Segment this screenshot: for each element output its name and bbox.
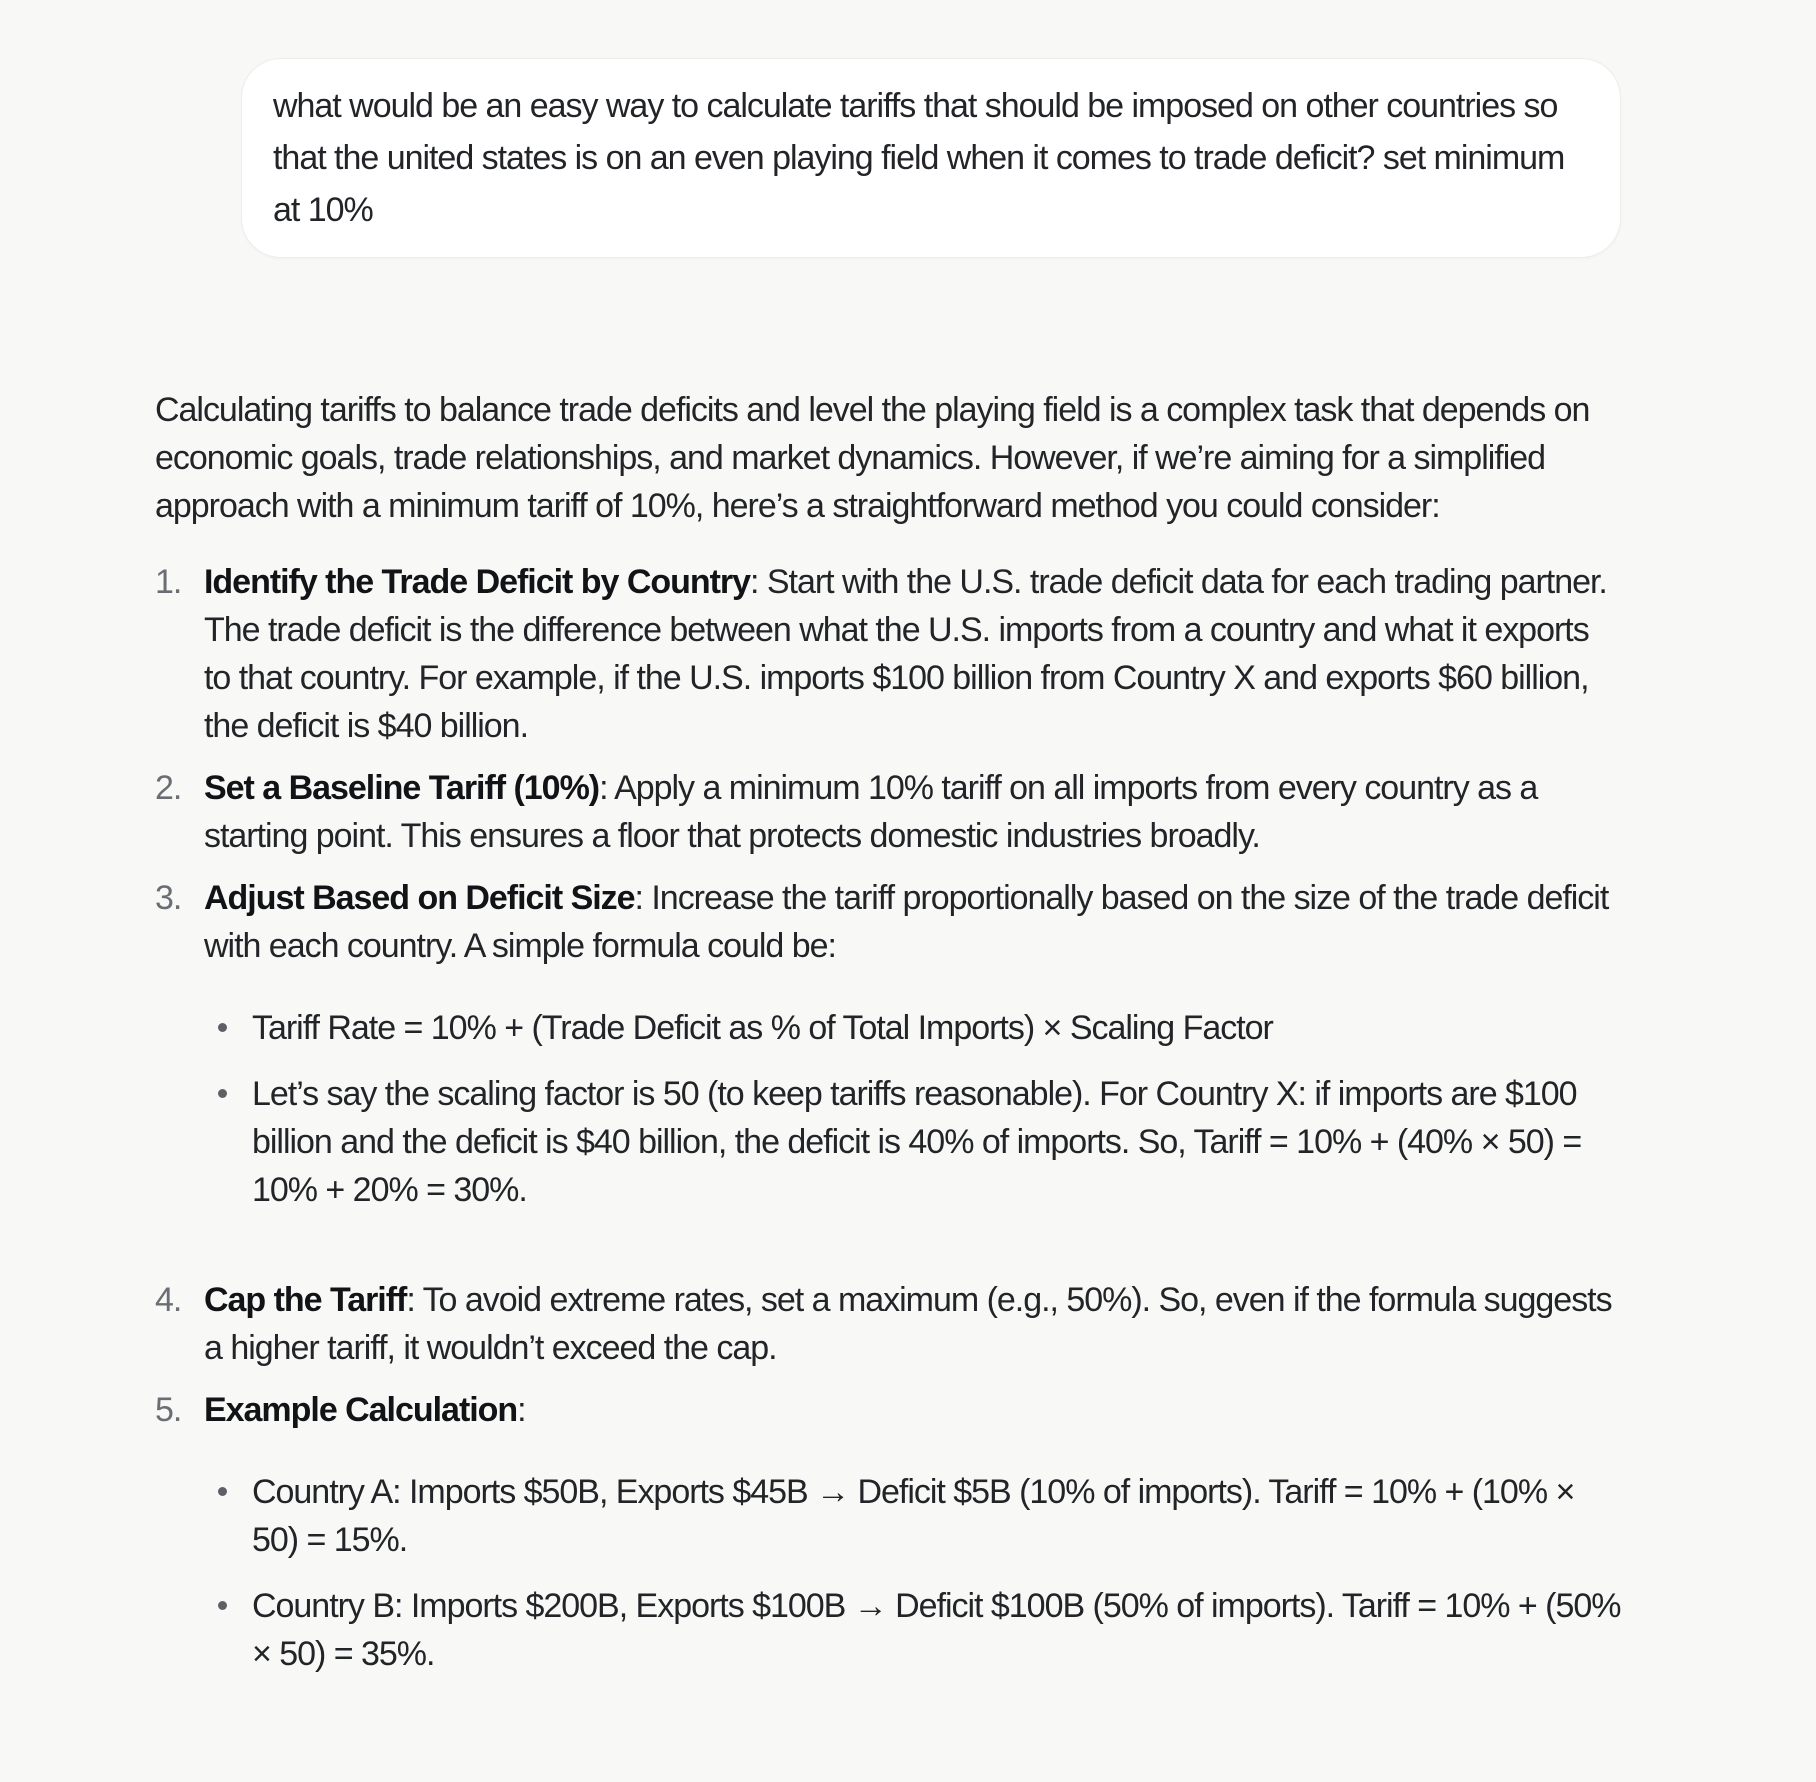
bullet-text: Let’s say the scaling factor is 50 (to keep tariffs reasonable). For Country X: if imports are $100 billion and the deficit is $40 billion, the deficit is 40% of imports. So, Tariff = 10% + (40% × 50) = 10% + 20% = 30%.: [252, 1075, 1582, 1209]
step-number: 3.: [155, 879, 182, 917]
step-title: Set a Baseline Tariff (10%): [204, 769, 600, 807]
user-message-text: what would be an easy way to calculate tariffs that should be imposed on other countries so that the united states is on an even playing field when it comes to trade deficit? set minimum at 10%: [273, 87, 1565, 229]
step-description: : Start with the U.S. trade deficit data for each trading partner. The trade deficit is the difference between what the U.S. imports from a country and what it exports to that country. For example, if the U.S. imports $100 billion from Country X and exports $60 billion, the deficit is $40 billion.: [204, 563, 1607, 745]
step-item-5: [155, 1386, 1621, 1726]
sub-bullet-list: [204, 1004, 1621, 1214]
step-item-1: [155, 558, 1621, 750]
bullet-icon: [216, 1582, 252, 1678]
step-text: [204, 1276, 1621, 1372]
assistant-intro-paragraph: Calculating tariffs to balance trade deficits and level the playing field is a complex task that depends on economic goals, trade relationships, and market dynamics. However, if we’re aiming for a simplified approach with a minimum tariff of 10%, here’s a straightforward method you could consider:: [155, 391, 1590, 525]
step-number: 4.: [155, 1281, 182, 1319]
list-item: [204, 1582, 1621, 1678]
step-description: : Apply a minimum 10% tariff on all imports from every country as a starting point. This ensures a floor that protects domestic industries broadly.: [204, 769, 1538, 855]
user-message-bubble[interactable]: [241, 58, 1621, 258]
steps-list: [155, 558, 1621, 1726]
step-number: 5.: [155, 1391, 182, 1429]
user-message-row: [155, 58, 1621, 258]
step-description: : Increase the tariff proportionally based on the size of the trade deficit with each country. A simple formula could be:: [204, 879, 1609, 965]
assistant-response: [155, 386, 1621, 1726]
list-item: [204, 1070, 1621, 1214]
bullet-icon: [216, 1468, 252, 1564]
step-text: [204, 558, 1621, 750]
step-description: : To avoid extreme rates, set a maximum (e.g., 50%). So, even if the formula suggests a higher tariff, it wouldn’t exceed the cap.: [204, 1281, 1612, 1367]
step-title: Adjust Based on Deficit Size: [204, 879, 635, 917]
bullet-text: Tariff Rate = 10% + (Trade Deficit as % of Total Imports) × Scaling Factor: [252, 1009, 1273, 1047]
chat-thread: [155, 0, 1621, 1726]
step-number: 1.: [155, 563, 182, 601]
bullet-icon: [216, 1070, 252, 1214]
step-title: Example Calculation: [204, 1391, 518, 1429]
list-item: [204, 1004, 1621, 1052]
step-title: Cap the Tariff: [204, 1281, 407, 1319]
list-item: [204, 1468, 1621, 1564]
step-text: [204, 1386, 1621, 1434]
step-description: :: [517, 1391, 526, 1429]
bullet-text: Country B: Imports $200B, Exports $100B → Deficit $100B (50% of imports). Tariff = 10% + (50% × 50) = 35%.: [252, 1587, 1621, 1673]
bullet-text: Country A: Imports $50B, Exports $45B → Deficit $5B (10% of imports). Tariff = 10% + (10% × 50) = 15%.: [252, 1473, 1575, 1559]
step-item-3: [155, 874, 1621, 1262]
step-text: [204, 874, 1621, 970]
bullet-icon: [216, 1004, 252, 1052]
step-number: 2.: [155, 769, 182, 807]
step-item-2: [155, 764, 1621, 860]
step-text: [204, 764, 1621, 860]
step-title: Identify the Trade Deficit by Country: [204, 563, 751, 601]
sub-bullet-list: [204, 1468, 1621, 1678]
step-item-4: [155, 1276, 1621, 1372]
